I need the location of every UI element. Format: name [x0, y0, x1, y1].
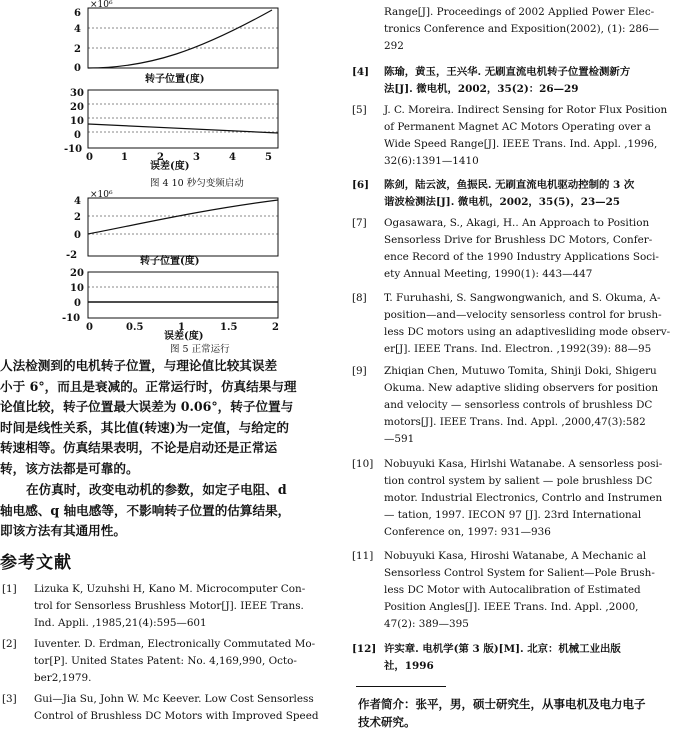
- reference-line: Nobuyuki Kasa, Hirlshi Watanabe. A sensorless posi-: [384, 458, 663, 470]
- reference-number: [9]: [352, 365, 367, 377]
- reference-text: [34, 691, 319, 725]
- author-divider: [356, 686, 446, 687]
- reference-number: [7]: [352, 217, 367, 229]
- reference-line: Zhiqian Chen, Mutuwo Tomita, Shinji Doki, Shigeru: [384, 365, 657, 377]
- reference-line: Gui—Jia Su, John W. Mc Keever. Low Cost Sensorless: [34, 693, 314, 705]
- text-line: 轴电感、q 轴电感等，不影响转子位置的估算结果，: [0, 502, 291, 518]
- fig4-bottom-xtick-0: 0: [86, 152, 93, 163]
- figure-4-svg: [0, 0, 340, 194]
- text-line: 转，该方法都是可靠的。: [0, 460, 139, 476]
- fig4-bottom-xtick-5: 5: [265, 152, 272, 163]
- author-intro-line: 技术研究。: [358, 715, 416, 729]
- reference-line: 法[J]. 微电机，2002，35(2)：26—29: [384, 83, 579, 95]
- reference-line: Nobuyuki Kasa, Hiroshi Watanabe, A Mechanic al: [384, 550, 647, 562]
- fig5-top-ytick-1: 2: [74, 212, 81, 223]
- reference-line: 谐波检测法[J]. 微电机，2002，35(5)，23—25: [384, 196, 621, 208]
- reference-line: ber2,1979.: [34, 672, 92, 684]
- reference-line: ence Record of the 1990 Industry Applications Soci-: [384, 251, 659, 263]
- fig4-bottom-ytick-0: 30: [70, 88, 84, 99]
- fig4-bottom-xtick-2: 2: [157, 152, 164, 163]
- fig4-top-ytick-0: 6: [74, 8, 81, 19]
- reference-line: J. C. Moreira. Indirect Sensing for Rotor Flux Position: [384, 104, 668, 116]
- fig5-bottom-xtick-4: 2: [272, 322, 279, 333]
- reference-text: [384, 102, 667, 170]
- fig5-bottom-xtick-1: 0.5: [126, 322, 144, 333]
- reference-line: Wide Speed Range[J]. IEEE Trans. Ind. Appl. ,1996,: [384, 138, 658, 150]
- text-line: 在仿真时，改变电动机的参数，如定子电阻、d: [26, 482, 287, 497]
- reference-line: trol for Sensorless Brushless Motor[J]. IEEE Trans.: [34, 600, 304, 612]
- reference-line: —591: [384, 433, 415, 445]
- fig4-top-exponent: ×10⁶: [90, 0, 113, 10]
- fig5-bottom-ytick-0: 20: [70, 268, 84, 279]
- reference-line: position—and—velocity sensorless control for brush-: [384, 309, 662, 321]
- reference-line: 32(6):1391—1410: [384, 155, 479, 167]
- reference-number: [10]: [352, 458, 374, 470]
- fig5-top-label: 转子位置(度): [140, 256, 200, 267]
- reference-line: motor. Industrial Electronics, Contrlo and Instrumen: [384, 492, 663, 504]
- reference-text: [384, 177, 634, 211]
- reference-text: [384, 456, 662, 541]
- reference-number: [1]: [2, 583, 17, 595]
- reference-line: er[J]. IEEE Trans. Ind. Electron. ,1992(39): 88—95: [384, 343, 652, 355]
- fig4-bottom-xtick-3: 3: [193, 152, 200, 163]
- fig4-bottom-plot-frame: [88, 90, 278, 148]
- text-line: 人法检测到的电机转子位置，与理论值比较其误差: [0, 358, 278, 373]
- reference-line: 许实章. 电机学(第 3 版)[M]. 北京：机械工业出版: [384, 643, 621, 655]
- reference-number: [3]: [2, 693, 17, 705]
- reference-line: Sensorless Control System for Salient—Pole Brush-: [384, 567, 655, 579]
- fig4-bottom-xtick-1: 1: [121, 152, 128, 163]
- text-line: 论值比较，转子位置最大误差为 0.06°，转子位置与: [0, 399, 294, 414]
- reference-text: [34, 581, 305, 632]
- fig4-bottom-label: 误差(度): [150, 161, 190, 172]
- fig5-top-exponent: ×10⁶: [90, 190, 113, 200]
- text-line: 小于 6°，而且是衰减的。正常运行时，仿真结果与理: [0, 378, 297, 394]
- fig5-bottom-xtick-0: 0: [86, 322, 93, 333]
- reference-number: [4]: [352, 66, 370, 78]
- fig4-bottom-ytick-4: -10: [64, 144, 83, 155]
- fig5-top-ytick-2: 0: [74, 230, 81, 241]
- reference-text: [384, 215, 659, 283]
- reference-number: [12]: [352, 643, 377, 655]
- reference-number: [5]: [352, 104, 367, 116]
- text-line: 即该方法有其通用性。: [0, 523, 126, 538]
- reference-line: Iuventer. D. Erdman, Electronically Commutated Mo-: [34, 638, 316, 650]
- reference-line: T. Furuhashi, S. Sangwongwanich, and S. Okuma, A-: [384, 292, 661, 304]
- fig4-top-label: 转子位置(度): [145, 74, 205, 85]
- reference-line: tronics Conference and Exposition(2002), (1): 286—: [384, 23, 660, 35]
- reference-text: [384, 290, 670, 358]
- fig5-bottom-xtick-3: 1.5: [220, 322, 238, 333]
- reference-line: 47(2): 389—395: [384, 618, 469, 630]
- fig5-bottom-xtick-2: 1: [178, 322, 185, 333]
- figure-4: [0, 0, 340, 194]
- author-intro-line: 作者简介：张平，男，硕士研究生，从事电机及电力电子: [358, 697, 646, 711]
- fig4-bottom-ytick-1: 20: [70, 102, 84, 113]
- reference-line: 陈剑，陆云波，鱼振民. 无刷直流电机驱动控制的 3 次: [384, 179, 635, 191]
- reference-line: Sensorless Drive for Brushless DC Motors, Confer-: [384, 234, 653, 246]
- text-line: 时间是线性关系，其比值(转速)为一定值，与给定的: [0, 419, 289, 435]
- fig4-bottom-ytick-3: 0: [74, 130, 81, 141]
- fig5-top-curve: [88, 200, 278, 234]
- reference-line: tor[P]. United States Patent: No. 4,169,990, Octo-: [34, 655, 297, 667]
- reference-line: Range[J]. Proceedings of 2002 Applied Power Elec-: [384, 6, 655, 18]
- reference-line: 社，1996: [384, 660, 434, 672]
- reference-line: Lizuka K, Uzuhshi H, Kano M. Microcomputer Con-: [34, 583, 306, 595]
- author-intro: [358, 695, 646, 731]
- fig5-bottom-plot-frame: [88, 272, 278, 318]
- reference-line: Ogasawara, S., Akagi, H.. An Approach to Position: [384, 217, 650, 229]
- reference-number: [11]: [352, 550, 374, 562]
- fig4-bottom-curve: [88, 124, 278, 133]
- body-paragraph-1: [0, 356, 336, 479]
- fig5-top-ytick-3: -2: [66, 250, 78, 261]
- fig4-bottom-ytick-2: 10: [70, 116, 84, 127]
- fig4-caption: 图 4 10 秒匀变频启动: [150, 178, 244, 189]
- fig4-bottom-xtick-4: 4: [229, 152, 236, 163]
- reference-line: tion control system by salient — pole brushless DC: [384, 475, 653, 487]
- reference-line: and velocity — sensorless controls of brushless DC: [384, 399, 653, 411]
- fig5-bottom-ytick-2: 0: [74, 298, 81, 309]
- reference-line: 292: [384, 40, 404, 52]
- reference-text: [384, 641, 621, 675]
- reference-text: [384, 363, 658, 448]
- text-line: 转速相等。仿真结果表明，不论是启动还是正常运: [0, 440, 278, 455]
- body-paragraph-2: [0, 480, 336, 542]
- fig4-top-ytick-1: 4: [74, 24, 81, 35]
- reference-text: [384, 4, 659, 55]
- reference-line: 陈瑜，黄玉，王兴华. 无刷直流电机转子位置检测新方: [384, 66, 631, 78]
- references-heading: 参考文献: [0, 553, 72, 573]
- reference-line: less DC motors using an adaptivesliding mode observ-: [384, 326, 671, 338]
- fig4-top-plot-frame: [88, 8, 278, 68]
- fig5-top-ytick-0: 4: [74, 196, 81, 207]
- fig5-caption: 图 5 正常运行: [170, 344, 230, 355]
- reference-text: [384, 548, 655, 633]
- fig5-bottom-label: 误差(度): [164, 331, 204, 342]
- fig5-top-plot-frame: [88, 198, 278, 256]
- reference-line: — tation, 1997. IECON 97 [J]. 23rd International: [384, 509, 642, 521]
- reference-text: [34, 636, 315, 687]
- reference-line: motors[J]. IEEE Trans. Ind. Appl. ,2000,47(3):582: [384, 416, 646, 428]
- reference-line: ety Annual Meeting, 1990(1): 443—447: [384, 268, 593, 280]
- reference-line: Ind. Appli. ,1985,21(4):595—601: [34, 617, 207, 629]
- figure-5: [0, 190, 340, 356]
- reference-number: [2]: [2, 638, 17, 650]
- reference-line: of Permanent Magnet AC Motors Operating over a: [384, 121, 651, 133]
- figure-5-svg: [0, 190, 340, 356]
- fig4-top-ytick-2: 2: [74, 44, 81, 55]
- reference-line: Okuma. New adaptive sliding observers for position: [384, 382, 659, 394]
- fig5-bottom-ytick-1: 10: [70, 283, 84, 294]
- reference-text: [384, 64, 630, 98]
- reference-number: [8]: [352, 292, 367, 304]
- reference-line: Position Angles[J]. IEEE Trans. Ind. Appl. ,2000,: [384, 601, 639, 613]
- fig4-top-ytick-3: 0: [74, 63, 81, 74]
- fig4-top-curve: [88, 10, 272, 68]
- fig5-bottom-ytick-3: -10: [62, 313, 81, 324]
- reference-line: Control of Brushless DC Motors with Improved Speed: [34, 710, 319, 722]
- reference-line: Conference on, 1997: 931—936: [384, 526, 551, 538]
- reference-line: less DC Motor with Autocalibration of Estimated: [384, 584, 641, 596]
- reference-number: [6]: [352, 179, 370, 191]
